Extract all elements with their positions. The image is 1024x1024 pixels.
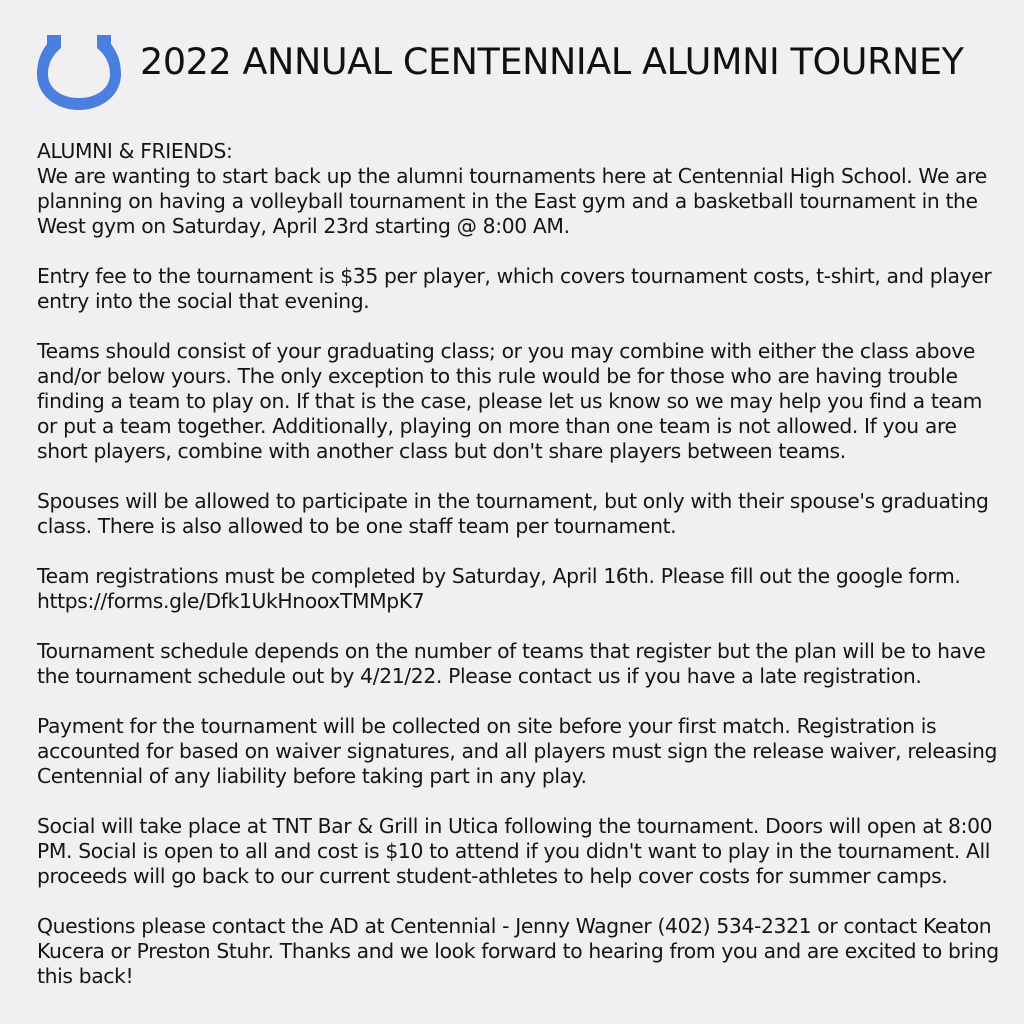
questions-paragraph: Questions please contact the AD at Centennial - Jenny Wagner (402) 534-2321 or contact Keaton Kucera or Preston Stuhr. Thanks and we look forward to hearing from you and are excited to bring this back! (37, 914, 999, 988)
entry-fee-paragraph: Entry fee to the tournament is $35 per player, which covers tournament costs, t-shirt, and player entry into the social that evening. (37, 264, 992, 313)
form-link[interactable]: https://forms.gle/Dfk1UkHnooxTMMpK7 (37, 589, 425, 613)
schedule-paragraph: Tournament schedule depends on the number of teams that register but the plan will be to have the tournament schedule out by 4/21/22. Please contact us if you have a late registration. (37, 639, 986, 688)
greeting: ALUMNI & FRIENDS: (37, 139, 233, 163)
payment-paragraph: Payment for the tournament will be collected on site before your first match. Registration is accounted for based on waiver signatures, and all players must sign the release waiver, releasing Centennial of any liability before taking part in any play. (37, 714, 998, 788)
social-paragraph: Social will take place at TNT Bar & Grill in Utica following the tournament. Doors will open at 8:00 PM. Social is open to all and cost is $10 to attend if you didn't want to play in the tournament. All proceeds will go back to our current student-athletes to help cover costs for summer camps. (37, 814, 993, 888)
intro-text: We are wanting to start back up the alumni tournaments here at Centennial High School. We are planning on having a volleyball tournament in the East gym and a basketball tournament in the West gym on Saturday, April 23rd starting @ 8:00 AM. (37, 164, 987, 238)
intro-paragraph (37, 139, 1002, 239)
teams-paragraph: Teams should consist of your graduating class; or you may combine with either the class above and/or below yours. The only exception to this rule would be for those who are having trouble finding a team to play on. If that is the case, please let us know so we may help you find a team or put a team together. Additionally, playing on more than one team is not allowed. If you are short players, combine with another class but don't share players between teams. (37, 339, 983, 463)
flyer-body (37, 139, 1002, 1014)
horseshoe-icon (36, 26, 122, 112)
registration-text: Team registrations must be completed by Saturday, April 16th. Please fill out the google form. (37, 564, 961, 588)
spouses-paragraph: Spouses will be allowed to participate in the tournament, but only with their spouse's graduating class. There is also allowed to be one staff team per tournament. (37, 489, 989, 538)
registration-paragraph (37, 564, 1002, 614)
header (36, 26, 1006, 116)
page-title: 2022 ANNUAL CENTENNIAL ALUMNI TOURNEY (140, 40, 964, 83)
